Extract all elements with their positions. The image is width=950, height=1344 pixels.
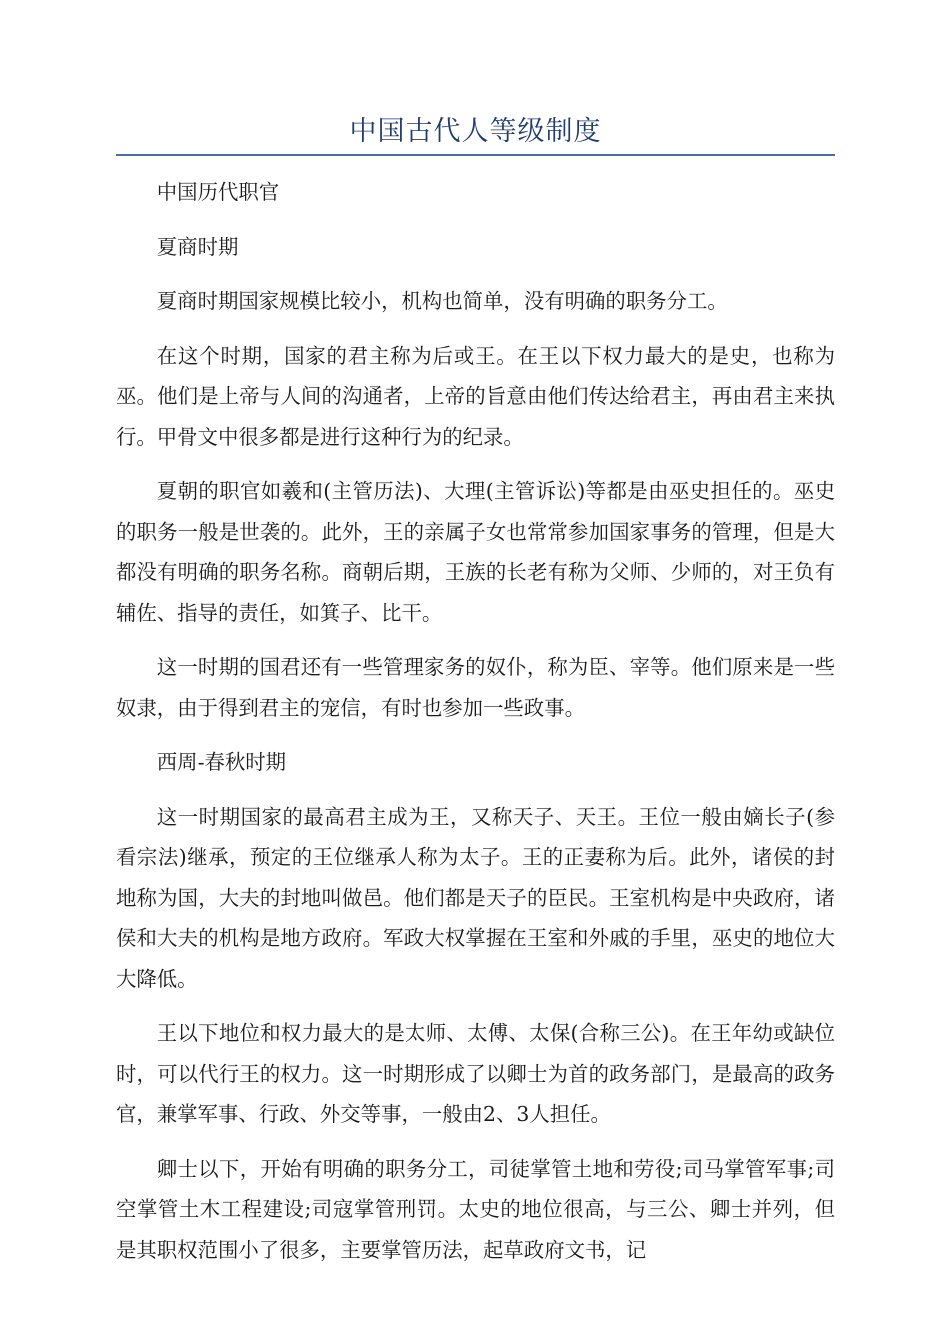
paragraph-section-heading: 中国历代职官 bbox=[156, 180, 280, 204]
document-body bbox=[116, 172, 835, 1284]
paragraph-subheading-western-zhou: 西周-春秋时期 bbox=[156, 750, 287, 774]
paragraph: 王以下地位和权力最大的是太师、太傅、太保(合称三公)。在王年幼或缺位时，可以代行王的权力。这一时期形成了以卿士为首的政务部门，是最高的政务官，兼掌军事、行政、外交等事，一般由2、3人担任。 bbox=[116, 1021, 835, 1126]
document-title: 中国古代人等级制度 bbox=[349, 116, 602, 147]
paragraph: 夏朝的职官如羲和(主管历法)、大理(主管诉讼)等都是由巫史担任的。巫史的职务一般是世袭的。此外，王的亲属子女也常常参加国家事务的管理，但是大都没有明确的职务名称。商朝后期，王族的长老有称为父师、少师的，对王负有辅佐、指导的责任，如箕子、比干。 bbox=[116, 479, 835, 625]
paragraph: 这一时期国家的最高君主成为王，又称天子、天王。王位一般由嫡长子(参看宗法)继承，预定的王位继承人称为太子。王的正妻称为后。此外，诸侯的封地称为国，大夫的封地叫做邑。他们都是天子的臣民。王室机构是中央政府，诸侯和大夫的机构是地方政府。军政大权掌握在王室和外戚的手里，巫史的地位大大降低。 bbox=[116, 804, 835, 991]
title-underline bbox=[116, 154, 835, 156]
paragraph: 这一时期的国君还有一些管理家务的奴仆，称为臣、宰等。他们原来是一些奴隶，由于得到君主的宠信，有时也参加一些政事。 bbox=[116, 655, 835, 720]
paragraph: 卿士以下，开始有明确的职务分工，司徒掌管土地和劳役;司马掌管军事;司空掌管土木工程建设;司寇掌管刑罚。太史的地位很高，与三公、卿士并列，但是其职权范围小了很多，主要掌管历法，起草政府文书，记 bbox=[116, 1156, 835, 1262]
paragraph: 夏商时期国家规模比较小，机构也简单，没有明确的职务分工。 bbox=[156, 289, 728, 313]
paragraph: 在这个时期，国家的君主称为后或王。在王以下权力最大的是史，也称为巫。他们是上帝与人间的沟通者，上帝的旨意由他们传达给君主，再由君主来执行。甲骨文中很多都是进行这种行为的纪录。 bbox=[116, 343, 835, 449]
paragraph-subheading-xia-shang: 夏商时期 bbox=[156, 234, 239, 259]
